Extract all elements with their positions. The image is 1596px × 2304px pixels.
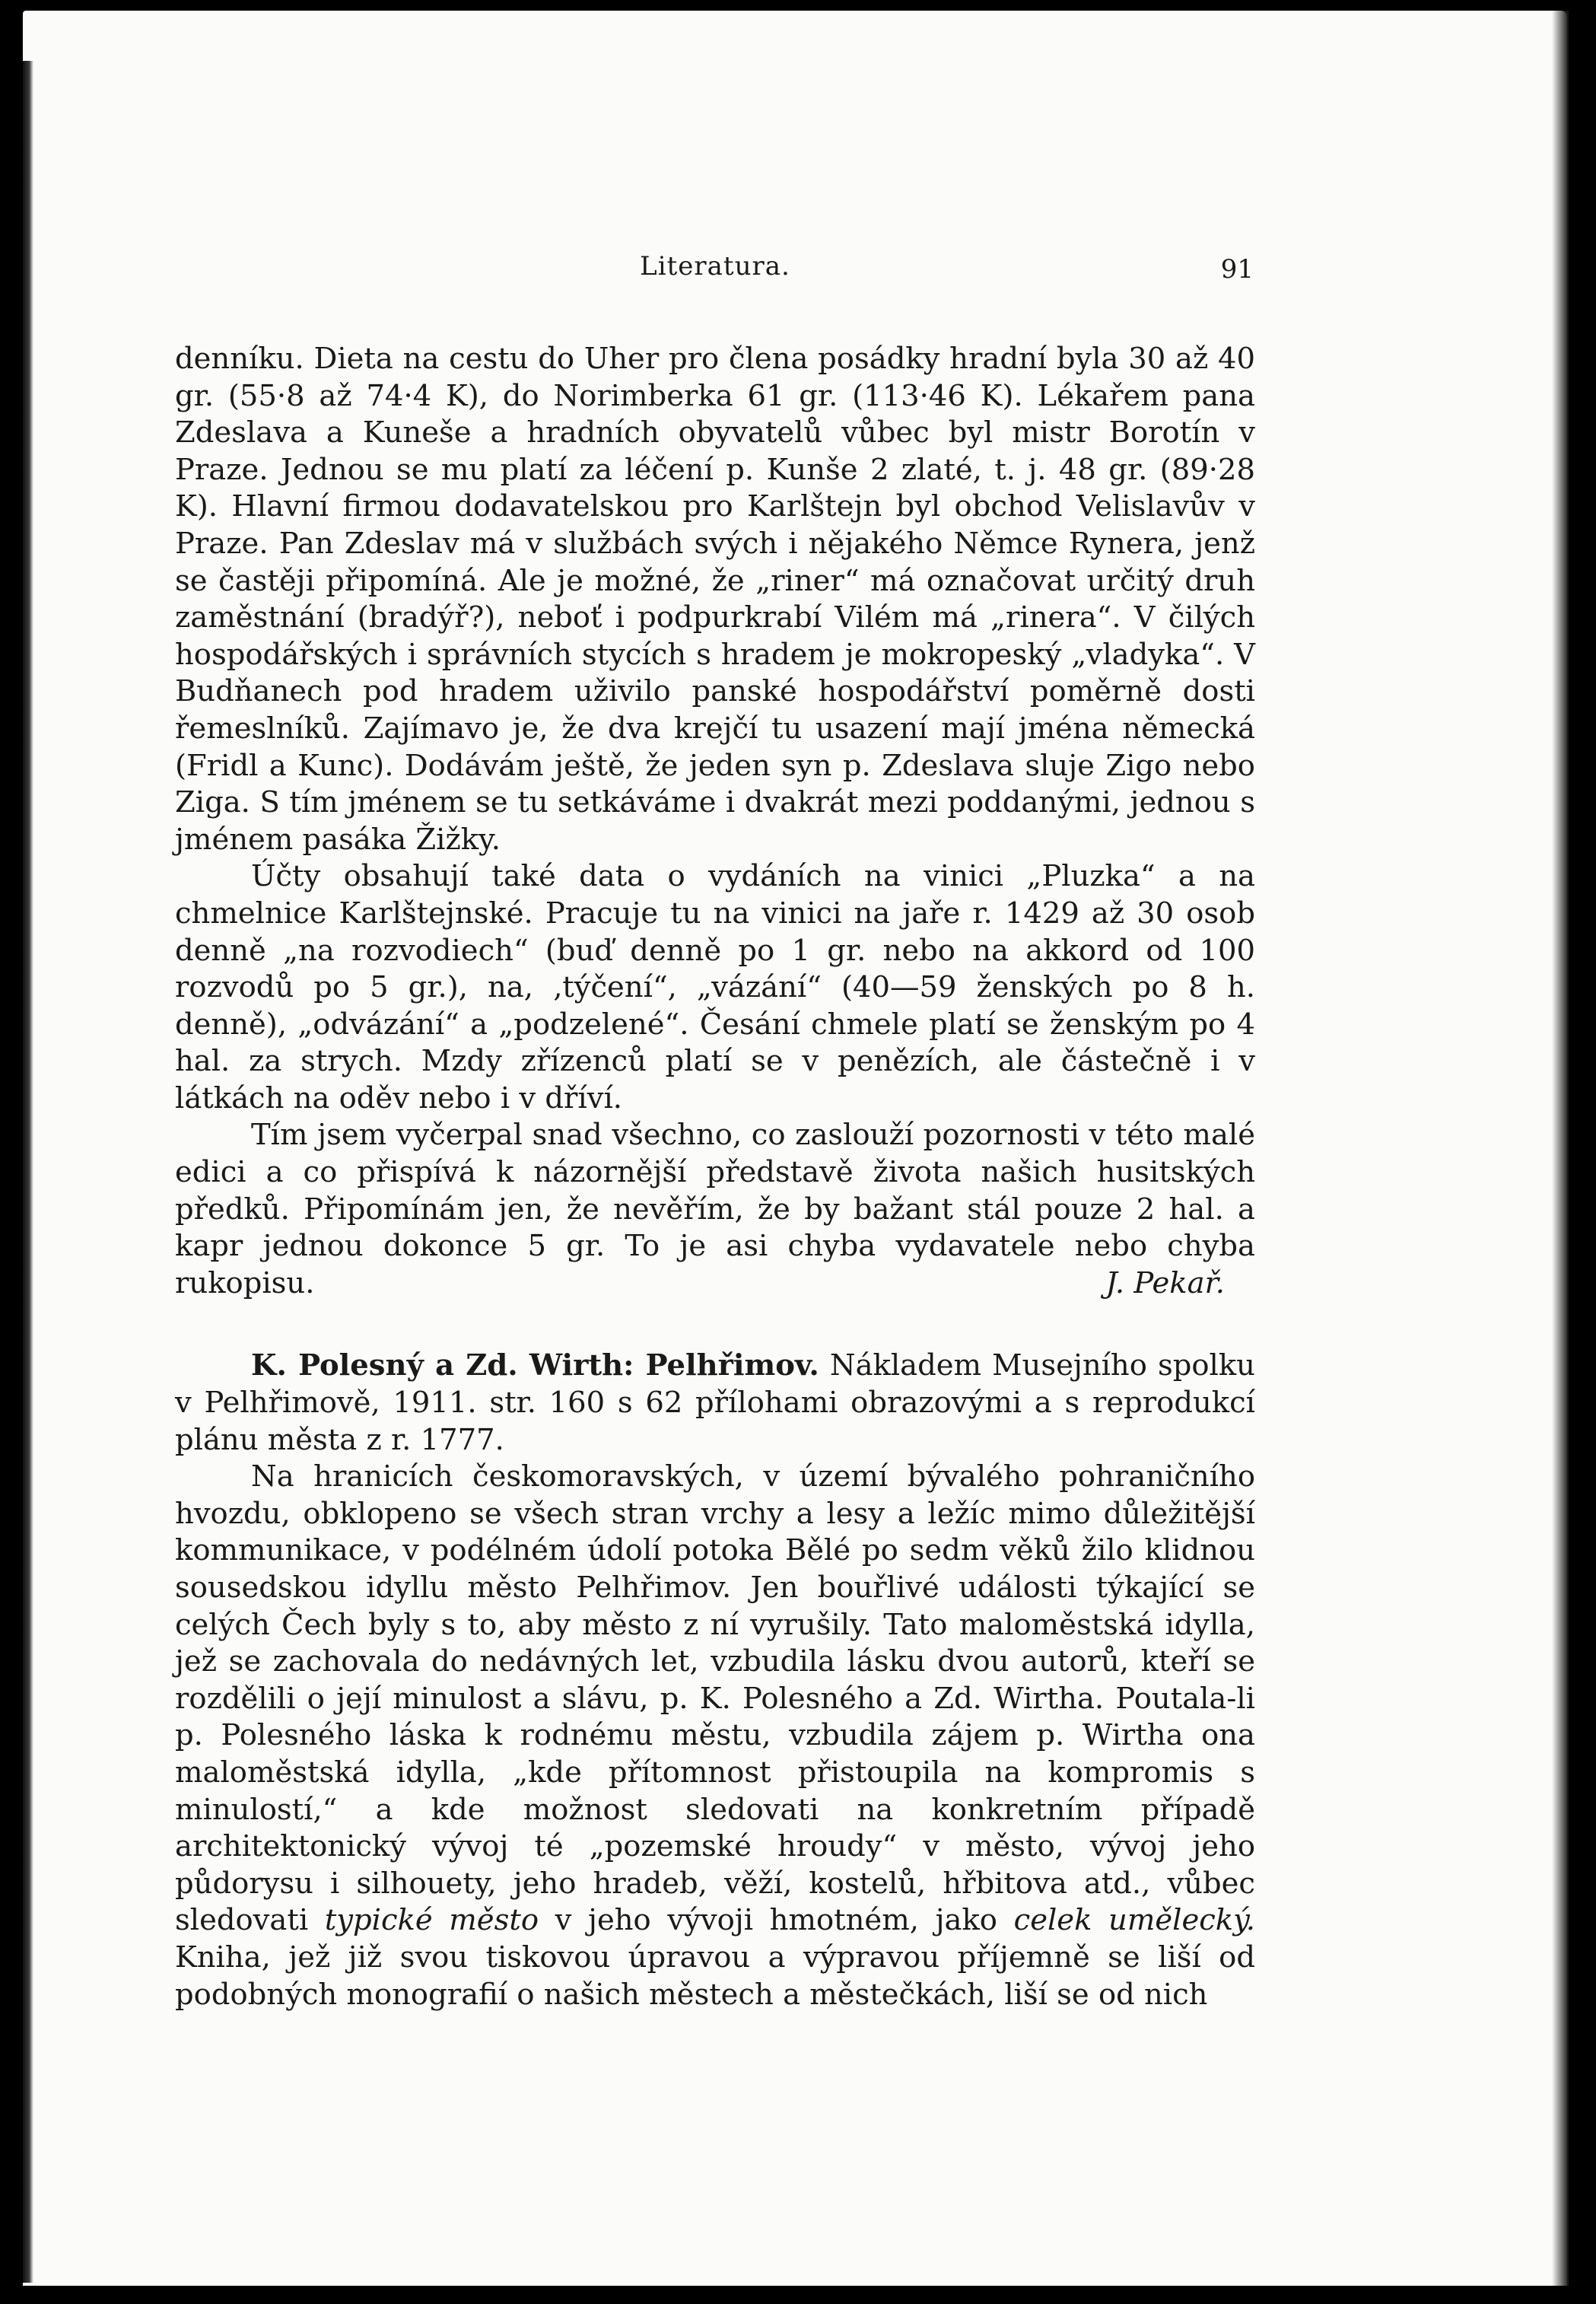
page-number: 91	[1220, 254, 1254, 285]
paragraph-2: Účty obsahují také data o vydáních na vinici „Pluzka“ a na chmelnice Karlštejnské. Pracuje tu na vinici na jaře r. 1429 až 30 osob denně „na rozvodiech“ (buď denně po 1 gr. nebo na akkord od 100 rozvodů po 5 gr.), na, ‚týčení“, „vázání“ (40—59 ženských po 8 h. denně), „odvázání“ a „podzelené“. Česání chmele platí se ženským po 4 hal. za strych. Mzdy zřízenců platí se v penězích, ale částečně i v látkách na oděv nebo i v dříví.	[175, 859, 1255, 1115]
review-body	[175, 1459, 1255, 2013]
review-body-part3: Kniha, jež již svou tiskovou úpravou a výpravou příjemně se liší od podobných monografií o našich městech a městečkách, liší se od nich	[175, 1940, 1255, 2012]
review-pekar	[175, 341, 1255, 1302]
signature: J. Pekař.	[1105, 1265, 1225, 1300]
text-block	[175, 251, 1255, 2013]
running-head	[175, 251, 1255, 304]
running-head-title: Literatura.	[640, 251, 790, 282]
paragraph-1: denníku. Dieta na cestu do Uher pro člena posádky hradní byla 30 až 40 gr. (55·8 až 74·4 K), do Norimberka 61 gr. (113·46 K). Lékařem pana Zdeslava a Kuneše a hradních obyvatelů vůbec byl mistr Borotín v Praze. Jednou se mu platí za léčení p. Kunše 2 zlaté, t. j. 48 gr. (89·28 K). Hlavní firmou dodavatelskou pro Karlštejn byl obchod Velislavův v Praze. Pan Zdeslav má v službách svých i nějakého Němce Rynera, jenž se častěji připomíná. Ale je možné, že „riner“ má označovat určitý druh zaměstnání (bradýř?), neboť i podpurkrabí Vilém má „rinera“. V čilých hospodářských i správních stycích s hradem je mokropeský „vladyka“. V Budňanech pod hradem uživilo panské hospodářství poměrně dosti řemeslníků. Zajímavo je, že dva krejčí tu usazení mají jména německá (Fridl a Kunc). Dodávám ještě, že jeden syn p. Zdeslava sluje Zigo nebo Ziga. S tím jménem se tu setkáváme i dvakrát mezi poddanými, jednou s jménem pasáka Žižky.	[175, 342, 1255, 857]
page-edge-shadow	[1552, 11, 1569, 2286]
page-binding-shadow	[23, 61, 33, 2283]
review-heading	[175, 1348, 1255, 1459]
review-emphasis-artistic-whole: celek umělecký.	[1013, 1903, 1255, 1938]
review-body-part1: Na hranicích českomoravských, v území bývalého pohraničního hvozdu, obklopeno se všech stran vrchy a lesy a ležíc mimo důležitější kommunikace, v podélném údolí potoka Bělé po sedm věků žilo klidnou sousedskou idyllu město Pelhřimov. Jen bouřlivé události týkající se celých Čech byly s to, aby město z ní vyrušily. Tato maloměstská idylla, jež se zachovala do nedávných let, vzbudila lásku dvou autorů, kteří se rozdělili o její minulost a slávu, p. K. Polesného a Zd. Wirtha. Poutala-li p. Polesného láska k rodnému městu, vzbudila zájem p. Wirtha ona maloměstská idylla, „kde přítomnost přistoupila na kompromis s minulostí,“ a kde možnost sledovati na konkretním případě architektonický vývoj té „pozemské hroudy“ v město, vývoj jeho půdorysu i silhouety, jeho hradeb, věží, kostelů, hřbitova atd., vůbec sledovati	[175, 1459, 1255, 1938]
review-authors: K. Polesný a Zd. Wirth: Pelhřimov.	[251, 1348, 819, 1383]
review-publication: Nákladem Musejního spolku v Pelhřimově, 1911. str. 160 s 62 přílohami obrazovými a s reprodukcí plánu města z r. 1777.	[175, 1348, 1255, 1457]
review-pelhrimov	[175, 1348, 1255, 2013]
paragraph-3: Tím jsem vyčerpal snad všechno, co zaslouží pozornosti v této malé edici a co přispívá k názornější představě života našich husitských předků. Připomínám jen, že nevěřím, že by bažant stál pouze 2 hal. a kapr jednou dokonce 5 gr. To je asi chyba vydavatele nebo chyba rukopisu.	[175, 1118, 1255, 1300]
review-body-part2: v jeho vývoji hmotném, jako	[555, 1903, 997, 1938]
review-emphasis-typical-town: typické město	[324, 1903, 539, 1938]
